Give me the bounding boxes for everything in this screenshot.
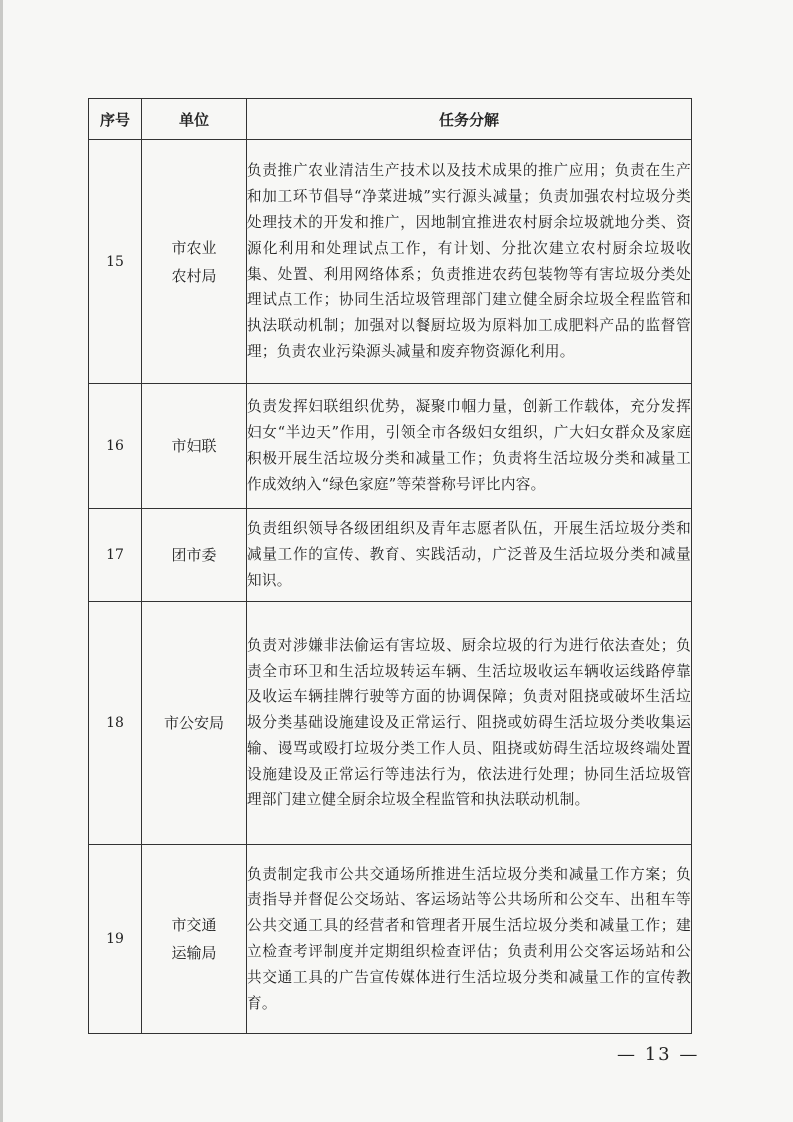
table-row: [89, 384, 692, 509]
row-seq: 18: [89, 602, 142, 845]
row-seq: 19: [89, 845, 142, 1034]
row-unit: [142, 509, 247, 602]
row-seq: 16: [89, 384, 142, 509]
table-row: [89, 845, 692, 1034]
table-row: [89, 140, 692, 384]
unit-line: 运输局: [171, 944, 217, 962]
row-unit: [142, 140, 247, 384]
unit-line: 市公安局: [163, 714, 224, 732]
unit-line: 市交通: [171, 916, 217, 934]
unit-line: 农村局: [171, 266, 217, 285]
row-seq: 17: [89, 509, 142, 602]
row-task: 负责组织领导各级团组织及青年志愿者队伍，开展生活垃圾分类和减量工作的宣传、教育、实践活动，广泛普及生活垃圾分类和减量知识。: [247, 509, 692, 602]
row-unit: [142, 602, 247, 845]
row-seq: 15: [89, 140, 142, 384]
row-task: 负责推广农业清洁生产技术以及技术成果的推广应用；负责在生产和加工环节倡导“净菜进城”实行源头减量；负责加强农村垃圾分类处理技术的开发和推广，因地制宜推进农村厨余垃圾就地分类、资源化利用和处理试点工作，有计划、分批次建立农村厨余垃圾收集、处置、利用网络体系；负责推进农药包装物等有害垃圾分类处理试点工作；协同生活垃圾管理部门建立健全厨余垃圾全程监管和执法联动机制；加强对以餐厨垃圾为原料加工成肥料产品的监督管理；负责农业污染源头减量和废弃物资源化利用。: [247, 140, 692, 384]
row-unit: [142, 384, 247, 509]
row-task: 负责对涉嫌非法偷运有害垃圾、厨余垃圾的行为进行依法查处；负责全市环卫和生活垃圾转运车辆、生活垃圾收运车辆收运线路停靠及收运车辆挂牌行驶等方面的协调保障；负责对阻挠或破坏生活垃圾分类基础设施建设及正常运行、阻挠或妨碍生活垃圾分类收集运输、谩骂或殴打垃圾分类工作人员、阻挠或妨碍生活垃圾终端处置设施建设及正常运行等违法行为，依法进行处理；协同生活垃圾管理部门建立健全厨余垃圾全程监管和执法联动机制。: [247, 602, 692, 845]
header-unit: 单位: [142, 99, 247, 140]
page-number: — 13 —: [617, 1044, 700, 1065]
table-header-row: [89, 99, 692, 140]
row-unit: [142, 845, 247, 1034]
header-task: 任务分解: [247, 99, 692, 140]
unit-line: 市妇联: [171, 437, 217, 455]
task-table: [88, 98, 692, 1034]
header-seq: 序号: [89, 99, 142, 140]
table-row: [89, 509, 692, 602]
unit-line: 团市委: [171, 546, 217, 564]
row-task: 负责发挥妇联组织优势，凝聚巾帼力量，创新工作载体，充分发挥妇女“半边天”作用，引领全市各级妇女组织，广大妇女群众及家庭积极开展生活垃圾分类和减量工作；负责将生活垃圾分类和减量工作成效纳入“绿色家庭”等荣誉称号评比内容。: [247, 384, 692, 509]
unit-line: 市农业: [171, 238, 217, 257]
table-row: [89, 602, 692, 845]
page-edge: [0, 0, 3, 1122]
row-task: 负责制定我市公共交通场所推进生活垃圾分类和减量工作方案；负责指导并督促公交场站、客运场站等公共场所和公交车、出租车等公共交通工具的经营者和管理者开展生活垃圾分类和减量工作；建立检查考评制度并定期组织检查评估；负责利用公交客运场站和公共交通工具的广告宣传媒体进行生活垃圾分类和减量工作的宣传教育。: [247, 845, 692, 1034]
